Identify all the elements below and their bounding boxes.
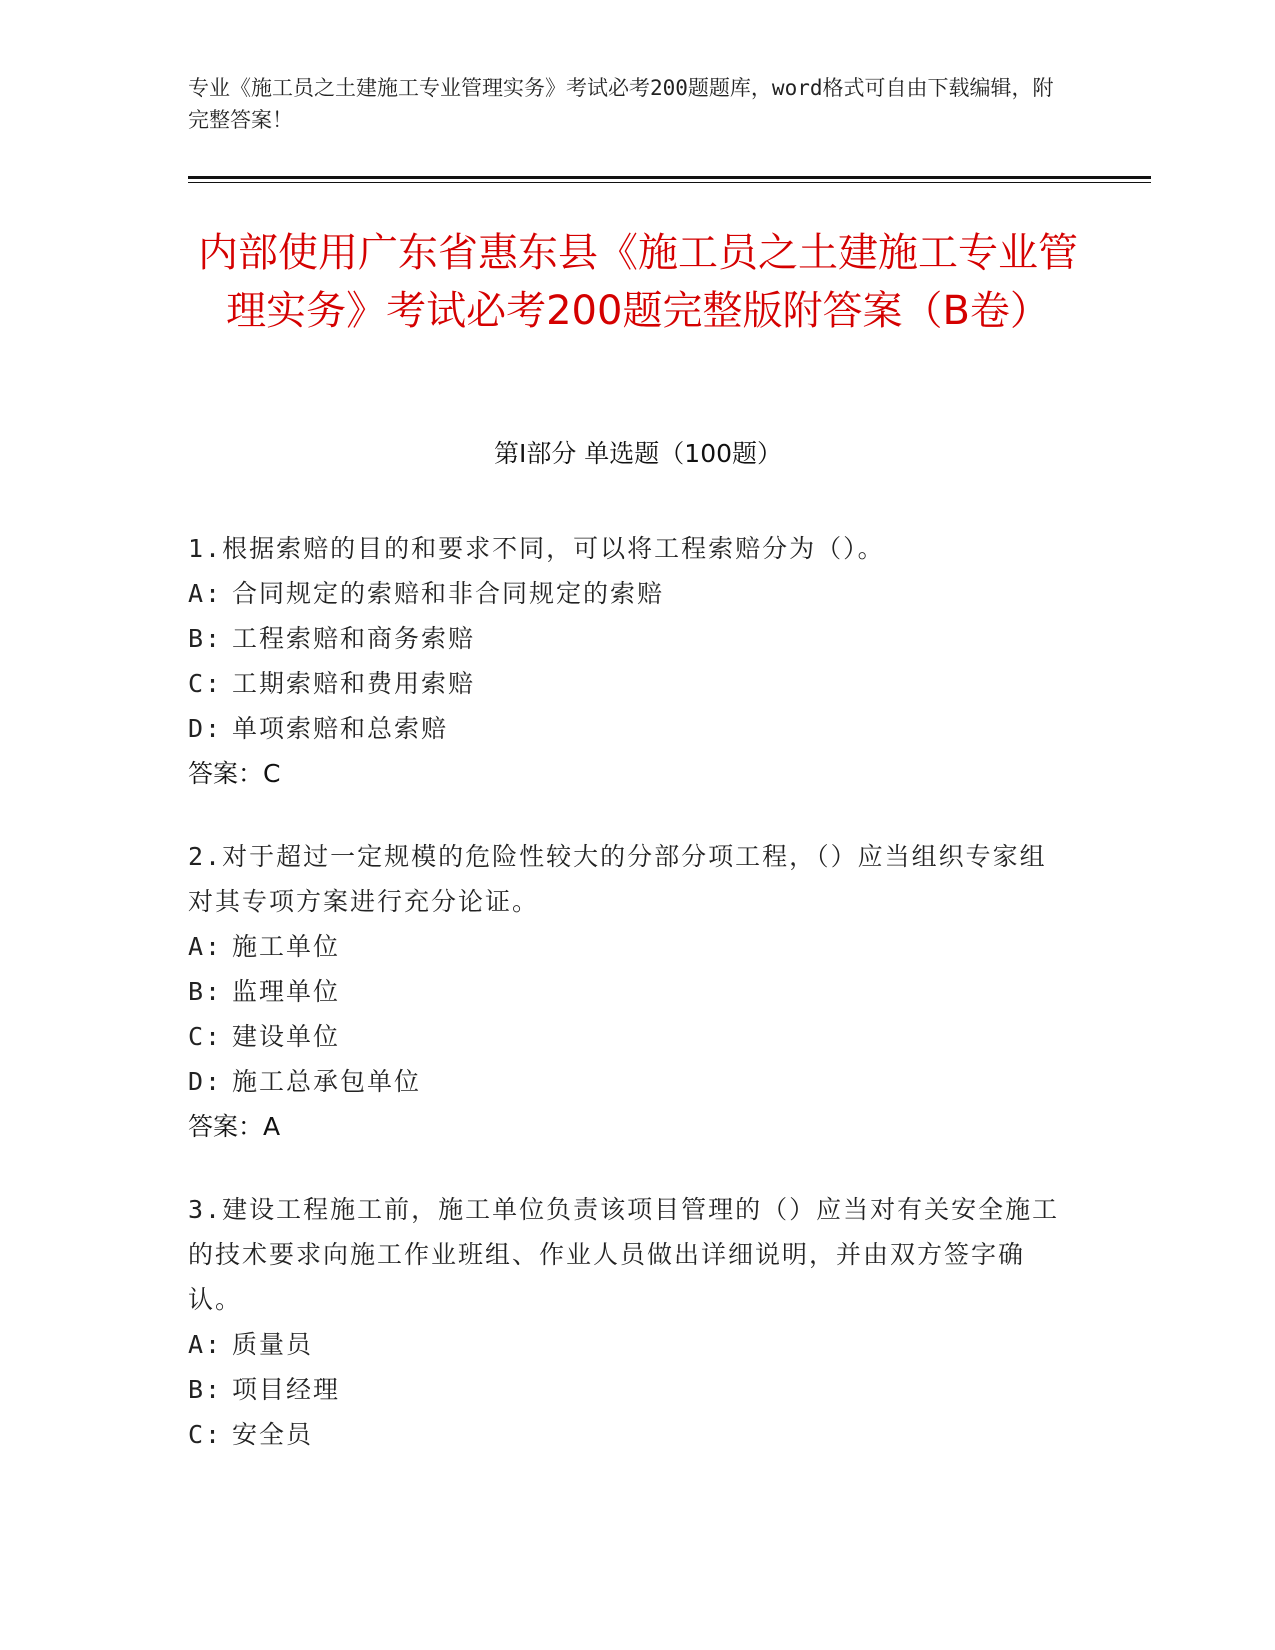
option-text: 工期索赔和费用索赔 (232, 669, 476, 698)
answer-line (188, 1104, 1068, 1149)
answer-line (188, 751, 1068, 796)
option-b (188, 1367, 1068, 1412)
option-letter: A: (188, 1330, 223, 1359)
question-stem: 1.根据索赔的目的和要求不同，可以将工程索赔分为（）。 (188, 534, 885, 563)
option-text: 监理单位 (232, 977, 341, 1006)
option-letter: A: (188, 932, 223, 961)
answer-label: 答案： (188, 759, 264, 788)
header-divider-thin (188, 182, 1151, 183)
header-note: 专业《施工员之土建施工专业管理实务》考试必考200题题库，word格式可自由下载编辑，附完整答案！ (188, 76, 1054, 132)
document-title: 内部使用广东省惠东县《施工员之土建施工专业管理实务》考试必考200题完整版附答案（B卷） (198, 230, 1078, 334)
option-text: 合同规定的索赔和非合同规定的索赔 (232, 579, 665, 608)
question-2 (188, 834, 1068, 1149)
header-divider-thick (188, 176, 1151, 179)
question-stem: 3.建设工程施工前，施工单位负责该项目管理的（）应当对有关安全施工的技术要求向施工作业班组、作业人员做出详细说明，并由双方签字确认。 (188, 1195, 1060, 1314)
option-text: 单项索赔和总索赔 (232, 714, 449, 743)
option-a (188, 924, 1068, 969)
option-text: 质量员 (232, 1330, 314, 1359)
option-b (188, 616, 1068, 661)
option-letter: D: (188, 1067, 223, 1096)
option-letter: D: (188, 714, 223, 743)
option-letter: A: (188, 579, 223, 608)
question-3 (188, 1187, 1068, 1457)
option-letter: B: (188, 1375, 223, 1404)
option-d (188, 1059, 1068, 1104)
option-a (188, 1322, 1068, 1367)
option-d (188, 706, 1068, 751)
option-text: 项目经理 (232, 1375, 341, 1404)
option-a (188, 571, 1068, 616)
answer-label: 答案： (188, 1112, 264, 1141)
option-text: 施工单位 (232, 932, 341, 961)
option-b (188, 969, 1068, 1014)
answer-value: A (263, 1112, 281, 1141)
option-text: 工程索赔和商务索赔 (232, 624, 476, 653)
option-letter: C: (188, 1420, 223, 1449)
question-list (188, 526, 1068, 1495)
option-letter: B: (188, 977, 223, 1006)
option-c (188, 1014, 1068, 1059)
option-letter: B: (188, 624, 223, 653)
answer-value: C (263, 759, 281, 788)
option-text: 建设单位 (232, 1022, 341, 1051)
question-stem: 2.对于超过一定规模的危险性较大的分部分项工程，（）应当组织专家组对其专项方案进行充分论证。 (188, 842, 1047, 916)
option-c (188, 661, 1068, 706)
option-letter: C: (188, 1022, 223, 1051)
question-1 (188, 526, 1068, 796)
option-c (188, 1412, 1068, 1457)
option-text: 施工总承包单位 (232, 1067, 422, 1096)
option-text: 安全员 (232, 1420, 314, 1449)
option-letter: C: (188, 669, 223, 698)
section-title: 第I部分 单选题（100题） (493, 439, 783, 468)
